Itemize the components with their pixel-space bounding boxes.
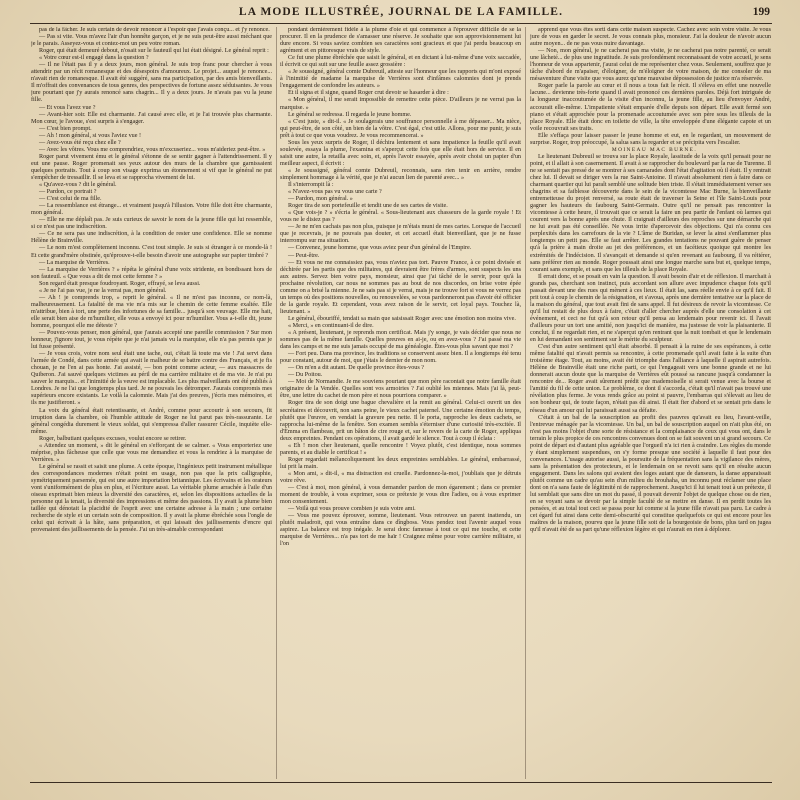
paragraph: « Mon général, il me serait impossible de remettre cette pièce. D'ailleurs je ne verrai pas la marquise. »	[280, 97, 521, 111]
page-number: 199	[752, 6, 770, 18]
paragraph: « Attendez un moment, » dit le général en s'efforçant de se calmer. « Vous emporteriez une méprise, plus fâcheuse que celle que vous me demandiez et vous la rendriez à la marquise de Verrières. »	[31, 442, 272, 463]
paragraph: Elle s'effaça pour laisser passer le jeune homme et eut, en le regardant, un mouvement de surprise. Roger, trop préoccupé, la salua sans la regarder et se précipita vers l'escalier.	[530, 132, 771, 146]
paragraph: — Elle ne me déplaît pas. Je suis curieux de savoir le nom de la jeune fille qui lui ressemble, si ce n'est pas une indiscrétion.	[31, 217, 272, 231]
header-rule	[30, 23, 772, 24]
paragraph: — Pardon, ce portrait ?	[39, 189, 97, 196]
author-signature: MOINEAU MAC BURNE.	[611, 146, 698, 153]
paragraph: apprend que vous êtes sorti dans cette maison suspecte. Cachez avec soin votre visite. Je vous jure de vous en garder le secret. Je vous connais plus, monsieur. J'ai la douleur de n'avoir aucun autre moyen... de ne pas vous nuire davantage.	[530, 27, 771, 48]
paragraph: « Votre cœur est-il engagé dans la question ?	[39, 55, 149, 62]
paragraph: — Fort peu. Dans ma province, les traditions se conservent assez bien. Il a longtemps été tenu pour constant, autour de moi, que j'étais le dernier de mon nom.	[280, 351, 521, 365]
paragraph: C'est d'un autre sentiment qu'il était absorbé. Il pensait à la ruine de ses espérances, à cette même fatalité qui n'avait permis sa rencontre, à cette promenade qu'il avait faite à la suite d'un troisième étage. Tout, au moins, avait été triomphe dans l'alliance à laquelle il aspirait autrefois. Hélène de Brainville était une riche parti, ce qui l'engageait vers une bonne grande et ne lui donnerait aucun doute que la marquise de Verrières eût poussé sa rancune jusqu'à condamner la rencontre de... Roger avait sûrement prédit que mademoiselle si serait venue avec la bourse et l'amitié du fil de cette union. Le problème, ce dont il s'accorda, c'était qu'il n'avait pas trouvé une révélation plus ferme. Je vous rends grâce au point si pauvre, l'embarras qui s'élevait au lieu de son bonheur qui, de toute façon, n'était pas dû ainsi. Il était fier d'abord et se sentait pris dans le réseau d'un amour qui lui paraissait aussi sa défaite.	[530, 344, 771, 414]
journal-title: LA MODE ILLUSTRÉE, JOURNAL DE LA FAMILLE.	[238, 6, 564, 18]
paragraph: — Et vous ne me connaissiez pas, vous n'aviez pas tort. Pauvre France, à ce point divisée et déchirée par les partis que des militaires, qui devraient être frères d'armes, sont suspects les uns aux autres. Servez bien votre pays, monsieur, ainsi que j'ai tâché de le servir, pour qu'à la prochaine révolution, car nous ne sommes pas au bout de nos discordes, on brise votre épée comme on a brisé la mienne. Je ne sais pas si je verrai, mais je ne trouve fort si vous ne verrez pas un temps où des positions nouvelles, ou renouvelées, se vous pardonneront pas d'avoir été officier de la garde royale. Et cependant, vous avez raison de le servir, cet loyal pays. Touchez là, lieutenant. »	[280, 259, 521, 315]
paragraph: — Pas si vite. Vous m'avez l'air d'un honnête garçon, et je ne suis peut-être aussi méchant que je le parais. Asseyez-vous et contez-moi un peu votre roman.	[31, 34, 272, 48]
paragraph: pondant dernièrement fidèle à la plume d'oie et qui commence à l'éprouver difficile de se la procurer. Il en la prudence de s'amasser une réserve. Je souhaite que son approvisionnement lui dure encore. Si vous saviez combien ses caractères sont gracieux et que j'ai perdu beaucoup en agrément et en pittoresque vrais de style.	[280, 27, 521, 55]
text-column-3	[530, 27, 771, 779]
paragraph: « Je ne l'ai pas vue, je ne la verrai pas, mon général.	[39, 287, 167, 294]
paragraph: — Le nom m'est complètement inconnu. C'est tout simple. Je suis si étranger à ce monde-là ! Et cette grand'mère obstinée, qu'éprouve-t-elle besoin d'avoir une autographe sur papier timbré ?	[31, 245, 272, 259]
paragraph: — La ressemblance est étrange... et vraiment jusqu'à l'illusion. Votre fille doit être charmante, mon général.	[31, 203, 272, 217]
paragraph: — C'est celui de ma fille.	[39, 196, 102, 203]
paragraph: — C'est bien prompt.	[39, 125, 92, 132]
paragraph: Il s'interrompit là :	[288, 182, 334, 189]
paragraph: — Je ne m'en cachais pas non plus, puisque je m'étais muni de mes cartes. Lorsque de l'accueil que je recevrais, je ne pouvais pas douter, et cet accueil était bienveillant, que je ne fusse interrompu sur ma situation.	[280, 224, 521, 245]
paragraph: — On m'en a dit autant. De quelle province êtes-vous ?	[288, 365, 424, 372]
paragraph: « C'est juste, » dit-il. « Je soulagerais une souffrance personnelle à me dépasser... Ma nièce, qui peut-être, de son côté, un bien de la vôtre. C'est égal, c'est utile. Allons, pour me punir, je suis prêt à tout ce que vous voudrez. Je vous recommencerai. »	[280, 118, 521, 139]
paragraph: — Du Poitou.	[288, 372, 323, 379]
paragraph: Et il signa et il signe, quand Roger crut devoir se hasarder à dire :	[288, 90, 449, 97]
paragraph: — Ce ne sera pas une indiscrétion, à la condition de rester une confidence. Elle se nomme Hélène de Brainville.	[31, 231, 272, 245]
paragraph: « Mon ami, » dit-il, « ma distraction est cruelle. Pardonnez-la-moi, j'oubliais que je détruis votre rêve.	[280, 470, 521, 484]
text-column-2	[280, 27, 521, 779]
paragraph: Roger regardait mélancoliquement les deux empreintes semblables. Le général, embarrassé, lui prit la main.	[280, 456, 521, 470]
paragraph: — Avez-vous été reçu chez elle ?	[39, 139, 121, 146]
paragraph: — Et vous l'avez vue ?	[39, 104, 96, 111]
paragraph: Le lieutenant Dubreuil se trouva sur la place Royale, lassitude de la voix qu'il pensait pour ne point, et il allait à son casernement. Il avait à se rapprocher du boulevard par la rue de Turenne. Il ne se sentait pas pressé de se montrer à ses camarades dont l'état d'agitation où il était. Il y rentrait chez lui. Il devait se diriger vers la rue Saint-Antoine. Il n'avait absolument rien à faire dans ce charmant quartier qui lui paraît semblé une solitude bien triste. Il s'était immédiatement verser ses chagrins et sa faiblesse découverte dans le sein de la vicomtesse Mac Burne, la bienveillante entremetteuse du projet renversé, sa route était de traverser la Seine et l'île Saint-Louis pour gagner les hauteurs du faubourg Saint-Germain. Outre qu'il ne pensait pas rencontrer la vicomtesse à cette heure, il trouvait que ce serait la faire un peu partir de l'enfant où larmes qui courent vers la bonne après une chute. Il craignait d'ailleurs des reproches sur une démarche qui ne lui avait pas été conseillée. Ne vous irrite d'apercevoir des objections. Qui n'a connu ces perplexités dans les carrefours de la vie ? L'âme de Buridan, se lever la ainsi s'enflammer plus longtemps un petit pas. Elle se faut arrêter. Les grandes tentations ne pouvant guère de penser qu'à la prière à main droite au jet des préférences, et un facétieux quoique qui montre les extrémités de l'indécision. Il s'avançait et demande si qu'en revenant au faubourg, il va réitérer, sans préférer rien au monde. Roger poussait ainsi une longue marche sans but et, quelque temps, courant sans exemple, et sans que les tilleuls de la place Royale.	[530, 153, 771, 273]
column-separator	[276, 27, 277, 779]
paragraph: « A présent, lieutenant, je reprends mon certificat. Mais j'y songe, je vais décider que nous ne sommes pas de la même famille. Quelles preuves en ai-je, ou en avez-vous ? J'ai passé ma vie dans les camps et ne me suis jamais occupé de ma généalogie. Êtes-vous plus savant que moi ?	[280, 330, 521, 351]
paragraph: — Non, mon général, je ne cacherai pas ma visite, je ne cacherai pas notre parenté, ce serait une lâcheté... de plus une ingratitude. Je suis profondément reconnaissant de votre accueil, je sens l'honneur de vous appartenir, j'aurai celui de me représenter chez vous. Seulement, souffrez que je tâche d'abord de m'apaiser, d'éloigner, de m'éloigner de votre maison, de me consoler de ma mésaventure d'une visite que vous aurez qu'une mauvaise dépossession de justice m'a réservée.	[530, 48, 771, 83]
paragraph: — Avec les vôtres. Vous me comprendriez, vous m'excuseriez... vous m'aideriez peut-être. »	[39, 146, 266, 153]
paragraph: Roger parut vivement ému et le général s'étonne de se sentir gagner à l'attendrissement. Il y eut une pause. Roger promenait ses yeux autour des murs de la chambre que garnissaient quelques portraits. Tout à coup son visage exprima un étonnement si vif que le général ne put s'empêcher de tressaillir. Il se leva et se rapprocha vivement de lui.	[31, 153, 272, 181]
paragraph: « N'avez-vous pas vu vous une carte ?	[288, 189, 382, 196]
paragraph: Le général se redressa. Il regarda le jeune homme.	[288, 111, 412, 118]
paragraph: pas de la fâcher. Je suis certain de devoir renoncer à l'espoir que j'avais conçu... et j'y renonce.	[39, 27, 270, 33]
column-separator	[525, 27, 526, 779]
paragraph: — Ah ! je comprends trop, » reprit le général. « Il ne m'est pas inconnu, ce nom-là, malheureusement. La fatalité de ma vie m'a mis sur le chemin de cette femme exaltée. Elle m'attribue, bien à tort, une perte des infortunes de sa famille... jusqu'à son veuvage. Elle me hait, elle serait bien aise de m'humilier, elle vous a envoyé ici pour m'humilier. Vous a-t-elle dit, jeune homme, pourquoi elle me déteste ?	[31, 294, 272, 329]
paragraph: « Qu'avez-vous ? dit le général.	[39, 182, 117, 189]
paragraph: Ce fut une plume ébréchée que saisit le général, et en dictant à lui-même d'une voix saccadée, il écrivit ce qui suit sur une feuille assez grossière :	[280, 55, 521, 69]
page-header	[30, 6, 772, 24]
paragraph: — La marquise de Verrières.	[39, 259, 110, 266]
paragraph: — Peut-être.	[288, 252, 320, 259]
paragraph: « Que vois-je ? » s'écria le général. « Sous-lieutenant aux chasseurs de la garde royale ! Et vous ne le disiez pas ?	[280, 210, 521, 224]
paragraph: — Voilà qui vous prouve combien je suis votre ami.	[288, 506, 416, 513]
paragraph: — Ah ! mon général, si vous l'aviez vue !	[39, 132, 142, 139]
paragraph: Roger parle la parole au cœur et il nous a tous fait le récit. Il s'éleva en effet une nouvelle lacune... devienne très-forte quand il avait prononcé ces dernières paroles. Déjà fort intriguée de la longueur inaccoutumée de la visite d'un inconnu, la jeune fille, au lieu d'envoyer André, accourait elle-même. L'impatiente s'était emparée d'elle depuis son départ. Elle avait fermé son piano et s'était approchée pour la promenade accoutumée avec son père sous les tilleuls de la place Royale. Elle était donc en toilette de ville, la tête enveloppée d'une élégante capote et un voile recouvrait ses traits.	[530, 83, 771, 132]
paragraph: — Moi de Normandie. Je me souviens pourtant que mon père racontait que notre famille était originaire de la Vendée. Quelles sont vos armoiries ? J'ai oublié les miennes. Mais j'ai là, peut-être, une lettre du cachet de mon père et nous pourrions comparer. »	[280, 379, 521, 400]
paragraph: « Je soussigné, général comte Dubreuil, atteste sur l'honneur que les rapports qui m'ont exposé à l'inimitié de madame la marquise de Verrières sont d'infâmes calomnies dont je prends l'engagement de confondre les auteurs. »	[280, 69, 521, 90]
paragraph: Son regard était presque foudroyant. Roger, effrayé, se leva aussi.	[39, 280, 201, 287]
paragraph: Il errait donc, et se posait en vain la question. Il avait besoin d'air et de réflexion. Il marchait à grands pas, cherchant son instinct, puis accordant son allure avec impudence chaque fois qu'il passait devant une des rues qui mènent à ces lieux. Il était las, sans réelle envie à ce qu'il fait. Il prit tout à coup le chemin de la résignation, et s'avoua, après une dernière tentative sur la place de la maison du général, que tout avait fini de sans appel. Il fut désireux de revoir la vicomtesse. Ce qu'il lui restait de plus doux à faire, c'était d'aller chercher auprès d'elle une consolation à cet événement, et ceci ne fut qu'à son retour qu'il pensa au lendemain pour revenir ici. Il l'avait d'ailleurs pour un tort une amitié, non jusqu'ici de manière, ma justesse de voir la plaisanterie. Il conclut, il ne regardait rien, et ne s'aperçut qu'en rentrant que la nuit tombait et que le lendemain en lui demandant son sentiment sur le mérite du sculpteur.	[530, 273, 771, 344]
paragraph: Le général se rassit et saisit une plume. A cette époque, l'ingénieux petit instrument métallique des correspondances modernes n'était point en usage, non pas que la prix calligraphie, symétriquement parsemée, qui est une autre importation britannique. Les écrivains et les orateurs vont s'uniformément de plus en plus, et l'écriture aussi. La véritable plume arrachée à l'aile d'un oiseau exprimait bien mieux la diversité des caractères, et, selon les dispositions actuelles de la personne qui la tenait, la diversité des impressions et même des passions. Il y avait la plume bien taillée qui dénotait la placidité de l'esprit avec une certaine adresse à la main ; une certaine recherche de style et un certain soin de composition. Il y avait la plume ébréchée sous l'ongle de celui qui écrivait à la hâte, sans préparation, et qui laissait des jaillissements d'encre qui provenaient des jaillissements de la pensée. J'ai un très-aimable correspondant	[31, 463, 272, 534]
paragraph: — Je vous crois, votre nom seul était une tache, oui, c'était là toute ma vie ! J'ai servi dans l'armée de Condé, dans cette armée qui avait le malheur de se battre contre des Français, et je fis chouan, je ne l'en ai pas honte. J'ai assisté, — bon point comme acteur, — aux massacres de Quiberon. J'ai sauvé quelques victimes au péril de ma carrière militaire et de ma vie. Je n'ai pu sauver le marquis... et l'inimitié de la veuve est implacable. Les plus malveillants ont été publiés à Londres. Je ne l'ai que longtemps plus tard. Je ne pouvais les détromper. J'aurais compromis mes supérieurs encore existants. Le voilà la calomnie. Mais j'ai des preuves, j'écris mes mémoires, et ils me justifieront. »	[31, 351, 272, 407]
paragraph: Sous les yeux surpris de Roger, il déchira lentement et sans impatience la feuille qu'il avait soulevée, essaya la plume, l'examina et s'aperçut cette fois que elle était hors de service. Il en saisit une autre, la retailla avec soin, et, après l'avoir essayée, après avoir choisi un papier d'un meilleur aspect, il écrivit :	[280, 139, 521, 167]
paragraph: Roger, qui était demeuré debout, n'osait sur le fauteuil qui lui était désigné. Le général reprit :	[39, 48, 269, 55]
paragraph: — Vous me pouvez éprouver, somme, lieutenant. Vous retrouvez un parent inattendu, un plutôt maladroit, qui vous entraîne dans ce dîngboss. Vous pendez tout l'avenir auquel vous aspirez. La balance est trop inégale. Je serai donc fameuse à tout ce qui me touche, et cette marquise de Verrières... n'a pas tort de me haïr ! Craignez même pour votre carrière militaire, si l'on	[280, 513, 521, 548]
paragraph: — C'est à moi, mon général, à vous demander pardon de mon égarement ; dans ce premier moment de trouble, à vous exprimer, sous ce prétexte je vous dire l'adieu, ou à vous exprimer mon consentement.	[280, 485, 521, 506]
paragraph: Roger, balbutiant quelques excuses, voulut encore se retirer.	[39, 435, 187, 442]
paragraph: Roger tira de son doigt une bague chevalière et la remit au général. Celui-ci ouvrit un des secrétaires et découvrit, non sans peine, le vieux cachet paternel. Une certaine émotion du temps, plutôt que l'œuvre, en vendait la gravure peu nette. Il le porta, rapproche les deux cachets, se rapprocha lui-même de la fenêtre. Son examen sembla s'éterniser d'une curiosité très-excitée. Il d'Émma en flambeau, prit un bâton de cire rouge et, sur le revers de la carte de Roger, appliqua deux empreintes. Pendant ces opérations, il avait gardé le silence. Tout à coup il éclata :	[280, 400, 521, 442]
paragraph: Roger tira de son portefeuille et tendit une de ses cartes de visite.	[288, 203, 448, 210]
paragraph: « Eh ! mon cher lieutenant, quelle rencontre ! Voyez plutôt, c'est identique, nous sommes parents, et au diable le certificat ! »	[280, 442, 521, 456]
paragraph: « Je soussigné, général comte Dubreuil, reconnais, sans rien tenir en arrière, rendre simplement hommage à la vérité, que je n'ai aucun lien de parenté avec... »	[280, 167, 521, 181]
paragraph: — Convenez, jeune homme, que vous aviez peur d'un général de l'Empire.	[288, 245, 472, 252]
footer-rule	[30, 782, 772, 783]
paragraph: — Avant-hier soir. Elle est charmante. J'ai causé avec elle, et je l'ai trouvée plus charmante. Mon cœur, je l'avoue, s'est surpris à s'engager.	[31, 111, 272, 125]
paragraph: La voix du général était retentissante, et André, comme pour accourir à son secours, fit irruption dans la chambre, où l'humble attitude de Roger ne lui parut pas très-rassurante. Le général congédia durement le vieux soldat, qui s'empressa d'aller rassurer Cécile, inquiète elle-même.	[31, 407, 272, 435]
text-column-1	[31, 27, 272, 779]
paragraph: — Pouvez-vous penser, mon général, que j'aurais accepté une pareille commission ? Sur mon honneur, j'ignore tout, je vous répète que je n'ai jamais vu la marquise, elle n'a pas permis que je lui fusse présenté.	[31, 330, 272, 351]
paragraph: — Il ne l'était pas il y a deux jours, mon général. Je suis trop franc pour chercher à vous attendrir par un récit romanesque et des désespoirs d'amoureux. Le projet... auquel je renonce... n'avait rien de romanesque. Il avait été suggéré, sans ma participation, par des amis bienveillants. Il m'offrait des convenances de tous genres, des perspectives de fortune assez séduisantes. Je vous jure pourtant que j'y aurais renoncé sans chagrin... Il y a deux jours. Je n'avais pas vu la jeune fille.	[31, 62, 272, 104]
paragraph: — La marquise de Verrières ? » répéta le général d'une voix stridente, en bondissant hors de son fauteuil. « Que vous a dit de moi cette femme ? »	[31, 266, 272, 280]
paragraph: Le général, ébouriffé, tendait sa main que saisissait Roger avec une émotion non moins vive.	[288, 315, 516, 322]
paragraph: « Merci, » en continuant-il de dire.	[288, 322, 374, 329]
paragraph: — Pardon, mon général. »	[288, 196, 353, 203]
paragraph: C'était à un bal de la souscription au profit des pauvres qu'avait eu lieu, l'avant-veille, l'entrevue ménagée par la vicomtesse. Un bal, un bal de souscription auquel on n'ait plus été, on n'est pas moins l'objet d'une sorte de résistance et la complaisance de ceux qui vous ont, dans le terrain le plus propice de ces rencontres convenues dont on se fait souvent un si grand secours. Ce point de départ est d'autant plus agréable que l'orgueil n'a ici rien à craindre. Les règles du monde y étant simplement suspendues, on s'y forme presque une société à laquelle il faut pour des convenances. L'usage autorise aussi, la poursuite de la fréquentation sans la vigilance des mères, sans la présentation des protecteurs, et le lendemain on se revoit sans qu'il en résulte aucun engagement. Dans les salons qui avaient des loges autant que de danseurs, la danse apparaissait plutôt comme un cadre qu'au sein d'un milieu du brouhaha, un inconnu peut réclamer une place dont on n'a sans faute de légitimité ni de rapprochement. Jusqu'ici il lui tenait tout à un prétexte, il lui semblait que sans dire un mot du passé, il pouvait devenir l'objet de quelque chose ou de rien, en se voyant sans se devoir par la simple faculté de se mettre en danse. Il en perdit toutes les pensées, et au total tout ceci se passa pour lui comme si la jeune fille n'avait pas paru. Le cadre à cet égard fut ainsi dans cette demi-obscurité qui constitue quelquefois ce qui est encore pour les maîtres de la maison, pourvu que la jeune fille soit de la bourgeoisie de bons, plus tard on jugea qu'il n'avait été de sa part qu'une réflexion légère et qui n'aurait en rien à déplorer.	[530, 414, 771, 534]
